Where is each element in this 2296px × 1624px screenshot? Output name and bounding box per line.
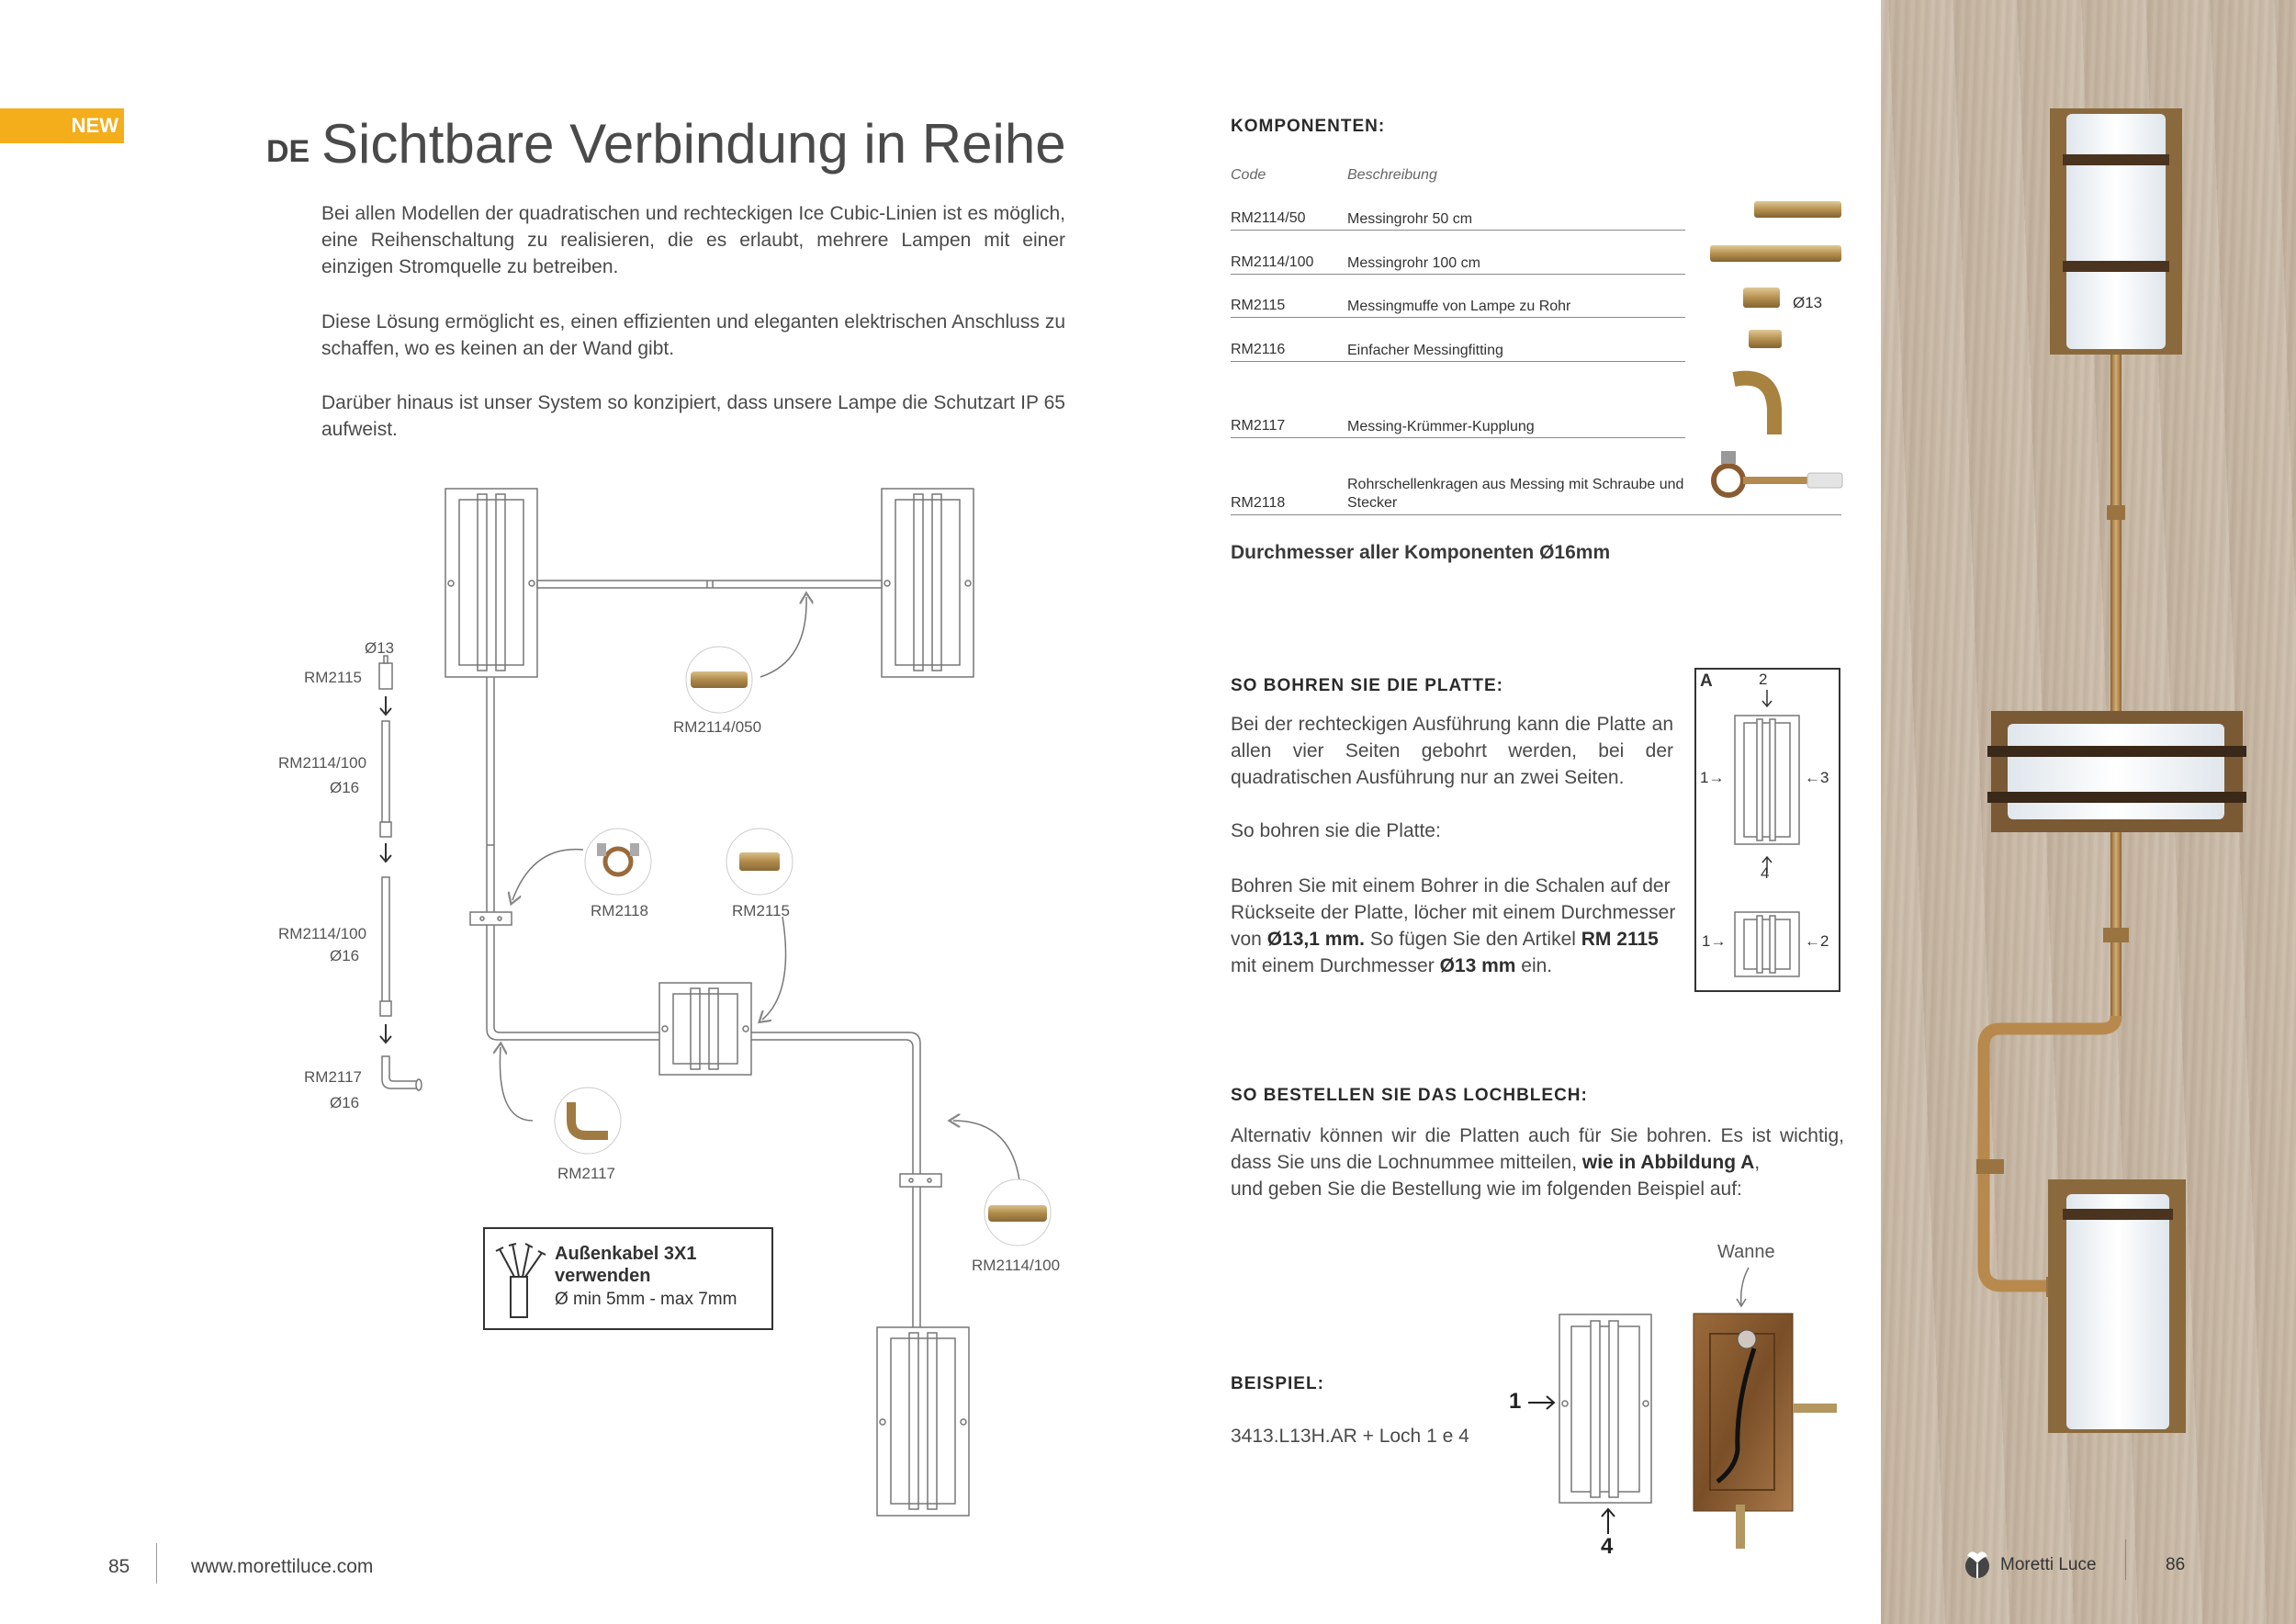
product-photo bbox=[1881, 0, 2296, 1624]
pipe-100-icon bbox=[1710, 245, 1841, 262]
row-divider bbox=[1231, 317, 1685, 318]
order-paragraph: Alternativ können wir die Platten auch für Sie bohren. Es ist wichtig, dass Sie uns die Lochnummee mitteilen, wie in Abbildung A, bbox=[1231, 1125, 1844, 1173]
exploded-d16-a: Ø16 bbox=[330, 779, 360, 796]
callout-rm2118 bbox=[585, 829, 651, 895]
fitting-icon bbox=[1749, 330, 1782, 348]
component-desc-2: Messingrohr 100 cm bbox=[1347, 255, 1480, 271]
square-hole-1-label: 1→ bbox=[1702, 932, 1727, 950]
callout-rm2115 bbox=[726, 829, 793, 895]
component-desc-5: Messing-Krümmer-Kupplung bbox=[1347, 419, 1535, 434]
exploded-d16-b: Ø16 bbox=[330, 947, 360, 964]
lamp-top-left bbox=[445, 489, 537, 677]
muffe-icon bbox=[1743, 288, 1780, 308]
example-heading: BEISPIEL: bbox=[1231, 1374, 1324, 1393]
exploded-rm2117: RM2117 bbox=[304, 1068, 362, 1086]
component-photos bbox=[1690, 188, 1851, 519]
component-code-4: RM2116 bbox=[1231, 342, 1286, 357]
row-divider bbox=[1231, 361, 1685, 362]
component-desc-4: Einfacher Messingfitting bbox=[1347, 343, 1503, 358]
page-number-right: 86 bbox=[2166, 1555, 2186, 1574]
cable-line-3: Ø min 5mm - max 7mm bbox=[555, 1290, 737, 1309]
lamp-bottom bbox=[877, 1327, 969, 1516]
wanne-photo bbox=[1690, 1312, 1837, 1551]
intro-paragraph-2: Diese Lösung ermöglicht es, einen effizienten und eleganten elektrischen Anschluss zu schaffen, wo es keinen an der Wand gibt. bbox=[321, 311, 1065, 359]
label-rm2114-050: RM2114/050 bbox=[673, 718, 762, 736]
muffe-diameter: Ø13 bbox=[1793, 294, 1823, 311]
col-code-header: Code bbox=[1231, 167, 1266, 183]
drill-heading: SO BOHREN SIE DIE PLATTE: bbox=[1231, 676, 1504, 695]
hole-1-label: 1→ bbox=[1700, 769, 1725, 786]
label-rm2114-100: RM2114/100 bbox=[972, 1257, 1061, 1274]
row-divider bbox=[1231, 437, 1685, 438]
row-divider bbox=[1231, 274, 1685, 275]
label-rm2115: RM2115 bbox=[732, 902, 790, 919]
row-divider bbox=[1231, 230, 1685, 231]
wanne-arrow bbox=[1736, 1266, 1754, 1312]
intro-paragraph-1: Bei allen Modellen der quadratischen und rechteckigen Ice Cubic-Linien ist es möglich, eine Reihenschaltung zu realisieren, die es erlaubt, mehrere Lampen mit einer einzigen Stromquelle zu betreiben. bbox=[321, 203, 1065, 277]
example-arrow-up bbox=[1598, 1506, 1618, 1536]
clamp-icon bbox=[1714, 451, 1842, 495]
wanne-label: Wanne bbox=[1717, 1242, 1775, 1262]
cable-note-box bbox=[483, 1227, 773, 1330]
component-desc-6: Rohrschellenkragen aus Messing mit Schraube und Stecker bbox=[1347, 477, 1684, 511]
hole-3-label: ←3 bbox=[1805, 769, 1829, 786]
component-code-2: RM2114/100 bbox=[1231, 254, 1314, 270]
figure-a-label: A bbox=[1700, 671, 1713, 691]
order-paragraph-2: und geben Sie die Bestellung wie im folgenden Beispiel auf: bbox=[1231, 1179, 1742, 1200]
component-code-3: RM2115 bbox=[1231, 298, 1286, 313]
example-hole-4: 4 bbox=[1601, 1534, 1614, 1559]
language-code: DE bbox=[266, 134, 310, 169]
exploded-view bbox=[367, 652, 441, 1111]
drill-paragraph-2: So bohren sie die Platte: bbox=[1231, 820, 1441, 841]
label-rm2117: RM2117 bbox=[557, 1165, 615, 1182]
moretti-logo-icon bbox=[1962, 1549, 1993, 1580]
page-title: Sichtbare Verbindung in Reihe bbox=[321, 113, 1066, 175]
footer-url[interactable]: www.morettiluce.com bbox=[191, 1556, 374, 1577]
diameter-note: Durchmesser aller Komponenten Ø16mm bbox=[1231, 542, 1611, 563]
label-rm2118: RM2118 bbox=[591, 902, 648, 919]
square-hole-2-label: ←2 bbox=[1805, 932, 1829, 950]
cable-icon bbox=[492, 1240, 547, 1319]
cable-line-2: verwenden bbox=[555, 1266, 651, 1286]
footer-brand: Moretti Luce bbox=[2000, 1555, 2097, 1574]
figure-a bbox=[1694, 668, 1840, 992]
example-plate-diagram bbox=[1557, 1312, 1658, 1505]
exploded-rm2114-a: RM2114/100 bbox=[278, 754, 367, 772]
exploded-rm2115: RM2115 bbox=[304, 669, 362, 686]
lamp-center-square bbox=[659, 983, 751, 1075]
footer-divider bbox=[156, 1543, 157, 1584]
callout-rm2117 bbox=[555, 1088, 621, 1154]
callout-rm2114-100 bbox=[985, 1179, 1051, 1246]
exploded-d13: Ø13 bbox=[365, 639, 395, 657]
example-code: 3413.L13H.AR + Loch 1 e 4 bbox=[1231, 1426, 1469, 1447]
new-badge: NEW bbox=[0, 108, 124, 143]
drill-paragraph-1: Bei der rechteckigen Ausführung kann die Platte an allen vier Seiten gebohrt werden, bei der quadratischen Ausführung nur an zwei Seiten. bbox=[1231, 714, 1673, 788]
component-desc-1: Messingrohr 50 cm bbox=[1347, 211, 1473, 227]
hole-2-label: 2 bbox=[1759, 671, 1768, 688]
order-heading: SO BESTELLEN SIE DAS LOCHBLECH: bbox=[1231, 1086, 1588, 1105]
lamp-top-right bbox=[882, 489, 974, 677]
intro-paragraph-3: Darüber hinaus ist unser System so konzipiert, dass unsere Lampe die Schutzart IP 65 aufweist. bbox=[321, 392, 1065, 440]
components-heading: KOMPONENTEN: bbox=[1231, 117, 1386, 136]
col-desc-header: Beschreibung bbox=[1347, 167, 1437, 183]
component-code-1: RM2114/50 bbox=[1231, 210, 1306, 226]
cable-line-1: Außenkabel 3X1 bbox=[555, 1244, 697, 1264]
pipe-50-icon bbox=[1754, 201, 1841, 218]
footer-divider-right bbox=[2125, 1539, 2126, 1580]
callout-rm2114-050 bbox=[686, 647, 752, 713]
example-hole-1: 1 bbox=[1509, 1389, 1522, 1414]
hole-4-label: 4 bbox=[1761, 864, 1770, 882]
page-number-left: 85 bbox=[108, 1556, 130, 1577]
elbow-icon bbox=[1734, 378, 1774, 434]
exploded-rm2114-b: RM2114/100 bbox=[278, 925, 367, 942]
exploded-d16-c: Ø16 bbox=[330, 1094, 360, 1111]
drill-paragraph-3: Bohren Sie mit einem Bohrer in die Schalen auf der Rückseite der Platte, löcher mit einem Durchmesser von Ø13,1 mm. So fügen Sie den Artikel RM 2115 mit einem Durchmesser Ø13 mm ein. bbox=[1231, 875, 1676, 976]
example-arrow-right bbox=[1526, 1393, 1558, 1413]
component-desc-3: Messingmuffe von Lampe zu Rohr bbox=[1347, 299, 1571, 314]
component-code-5: RM2117 bbox=[1231, 418, 1286, 434]
component-code-6: RM2118 bbox=[1231, 495, 1286, 511]
